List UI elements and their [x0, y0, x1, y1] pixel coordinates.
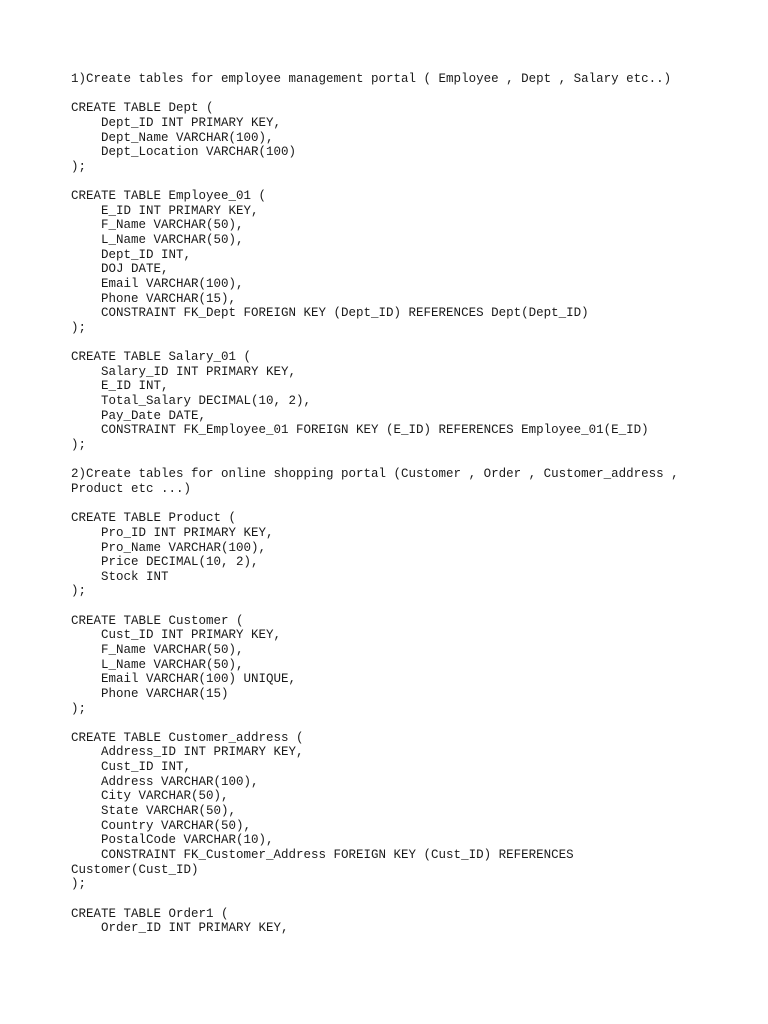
code-line: PostalCode VARCHAR(10),: [71, 833, 274, 848]
code-line: CREATE TABLE Dept (: [71, 101, 214, 116]
code-line: Total_Salary DECIMAL(10, 2),: [71, 394, 312, 409]
code-line: CONSTRAINT FK_Customer_Address FOREIGN KEY (Cust_ID) REFERENCES: [71, 847, 574, 862]
code-line: CREATE TABLE Order1 (: [71, 906, 229, 921]
blank-line: [71, 892, 751, 907]
code-line: Price DECIMAL(10, 2),: [71, 555, 259, 570]
code-line: Dept_ID INT PRIMARY KEY,: [71, 115, 282, 130]
code-line: CREATE TABLE Employee_01 (: [71, 189, 267, 204]
code-line: E_ID INT PRIMARY KEY,: [71, 203, 259, 218]
code-line: Cust_ID INT PRIMARY KEY,: [71, 628, 282, 643]
code-line: );: [71, 159, 87, 174]
code-line: State VARCHAR(50),: [71, 804, 237, 819]
code-line: L_Name VARCHAR(50),: [71, 657, 244, 672]
code-line: );: [71, 320, 87, 335]
code-line: CREATE TABLE Salary_01 (: [71, 350, 252, 365]
blank-line: [71, 87, 751, 102]
code-line: Customer(Cust_ID): [71, 862, 199, 877]
code-line: Dept_ID INT,: [71, 247, 192, 262]
code-line: Country VARCHAR(50),: [71, 818, 252, 833]
task-heading-shopping-portal: 2)Create tables for online shopping portal (Customer , Order , Customer_address ,: [71, 467, 679, 482]
code-line: F_Name VARCHAR(50),: [71, 642, 244, 657]
code-line: CONSTRAINT FK_Employee_01 FOREIGN KEY (E_ID) REFERENCES Employee_01(E_ID): [71, 423, 649, 438]
code-line: );: [71, 584, 87, 599]
code-line: Salary_ID INT PRIMARY KEY,: [71, 364, 297, 379]
blank-line: [71, 453, 751, 468]
code-line: Email VARCHAR(100) UNIQUE,: [71, 672, 297, 687]
code-line: Dept_Location VARCHAR(100): [71, 145, 297, 160]
blank-line: [71, 336, 751, 351]
task-heading-employee-portal: 1)Create tables for employee management portal ( Employee , Dept , Salary etc..): [71, 72, 672, 86]
code-line: DOJ DATE,: [71, 262, 169, 277]
code-line: Pay_Date DATE,: [71, 408, 207, 423]
code-line: L_Name VARCHAR(50),: [71, 233, 244, 248]
task-heading-shopping-portal-cont: Product etc ...): [71, 481, 192, 496]
code-line: Dept_Name VARCHAR(100),: [71, 130, 274, 145]
code-line: Pro_ID INT PRIMARY KEY,: [71, 525, 274, 540]
code-line: );: [71, 701, 87, 716]
code-line: CREATE TABLE Customer (: [71, 613, 244, 628]
code-line: );: [71, 877, 87, 892]
code-line: Email VARCHAR(100),: [71, 276, 244, 291]
code-line: CONSTRAINT FK_Dept FOREIGN KEY (Dept_ID) REFERENCES Dept(Dept_ID): [71, 306, 589, 321]
code-line: Pro_Name VARCHAR(100),: [71, 540, 267, 555]
code-line: Address VARCHAR(100),: [71, 774, 259, 789]
code-line: E_ID INT,: [71, 379, 169, 394]
code-line: Cust_ID INT,: [71, 760, 192, 775]
code-line: CREATE TABLE Customer_address (: [71, 730, 304, 745]
blank-line: [71, 174, 751, 189]
code-line: Address_ID INT PRIMARY KEY,: [71, 745, 304, 760]
code-line: Order_ID INT PRIMARY KEY,: [71, 921, 289, 936]
document-body: [71, 72, 751, 936]
blank-line: [71, 599, 751, 614]
code-line: );: [71, 438, 87, 453]
code-line: City VARCHAR(50),: [71, 789, 229, 804]
code-line: Phone VARCHAR(15),: [71, 291, 237, 306]
blank-line: [71, 497, 751, 512]
code-line: Phone VARCHAR(15): [71, 686, 229, 701]
code-line: Stock INT: [71, 569, 169, 584]
blank-line: [71, 716, 751, 731]
code-line: CREATE TABLE Product (: [71, 511, 237, 526]
code-line: F_Name VARCHAR(50),: [71, 218, 244, 233]
